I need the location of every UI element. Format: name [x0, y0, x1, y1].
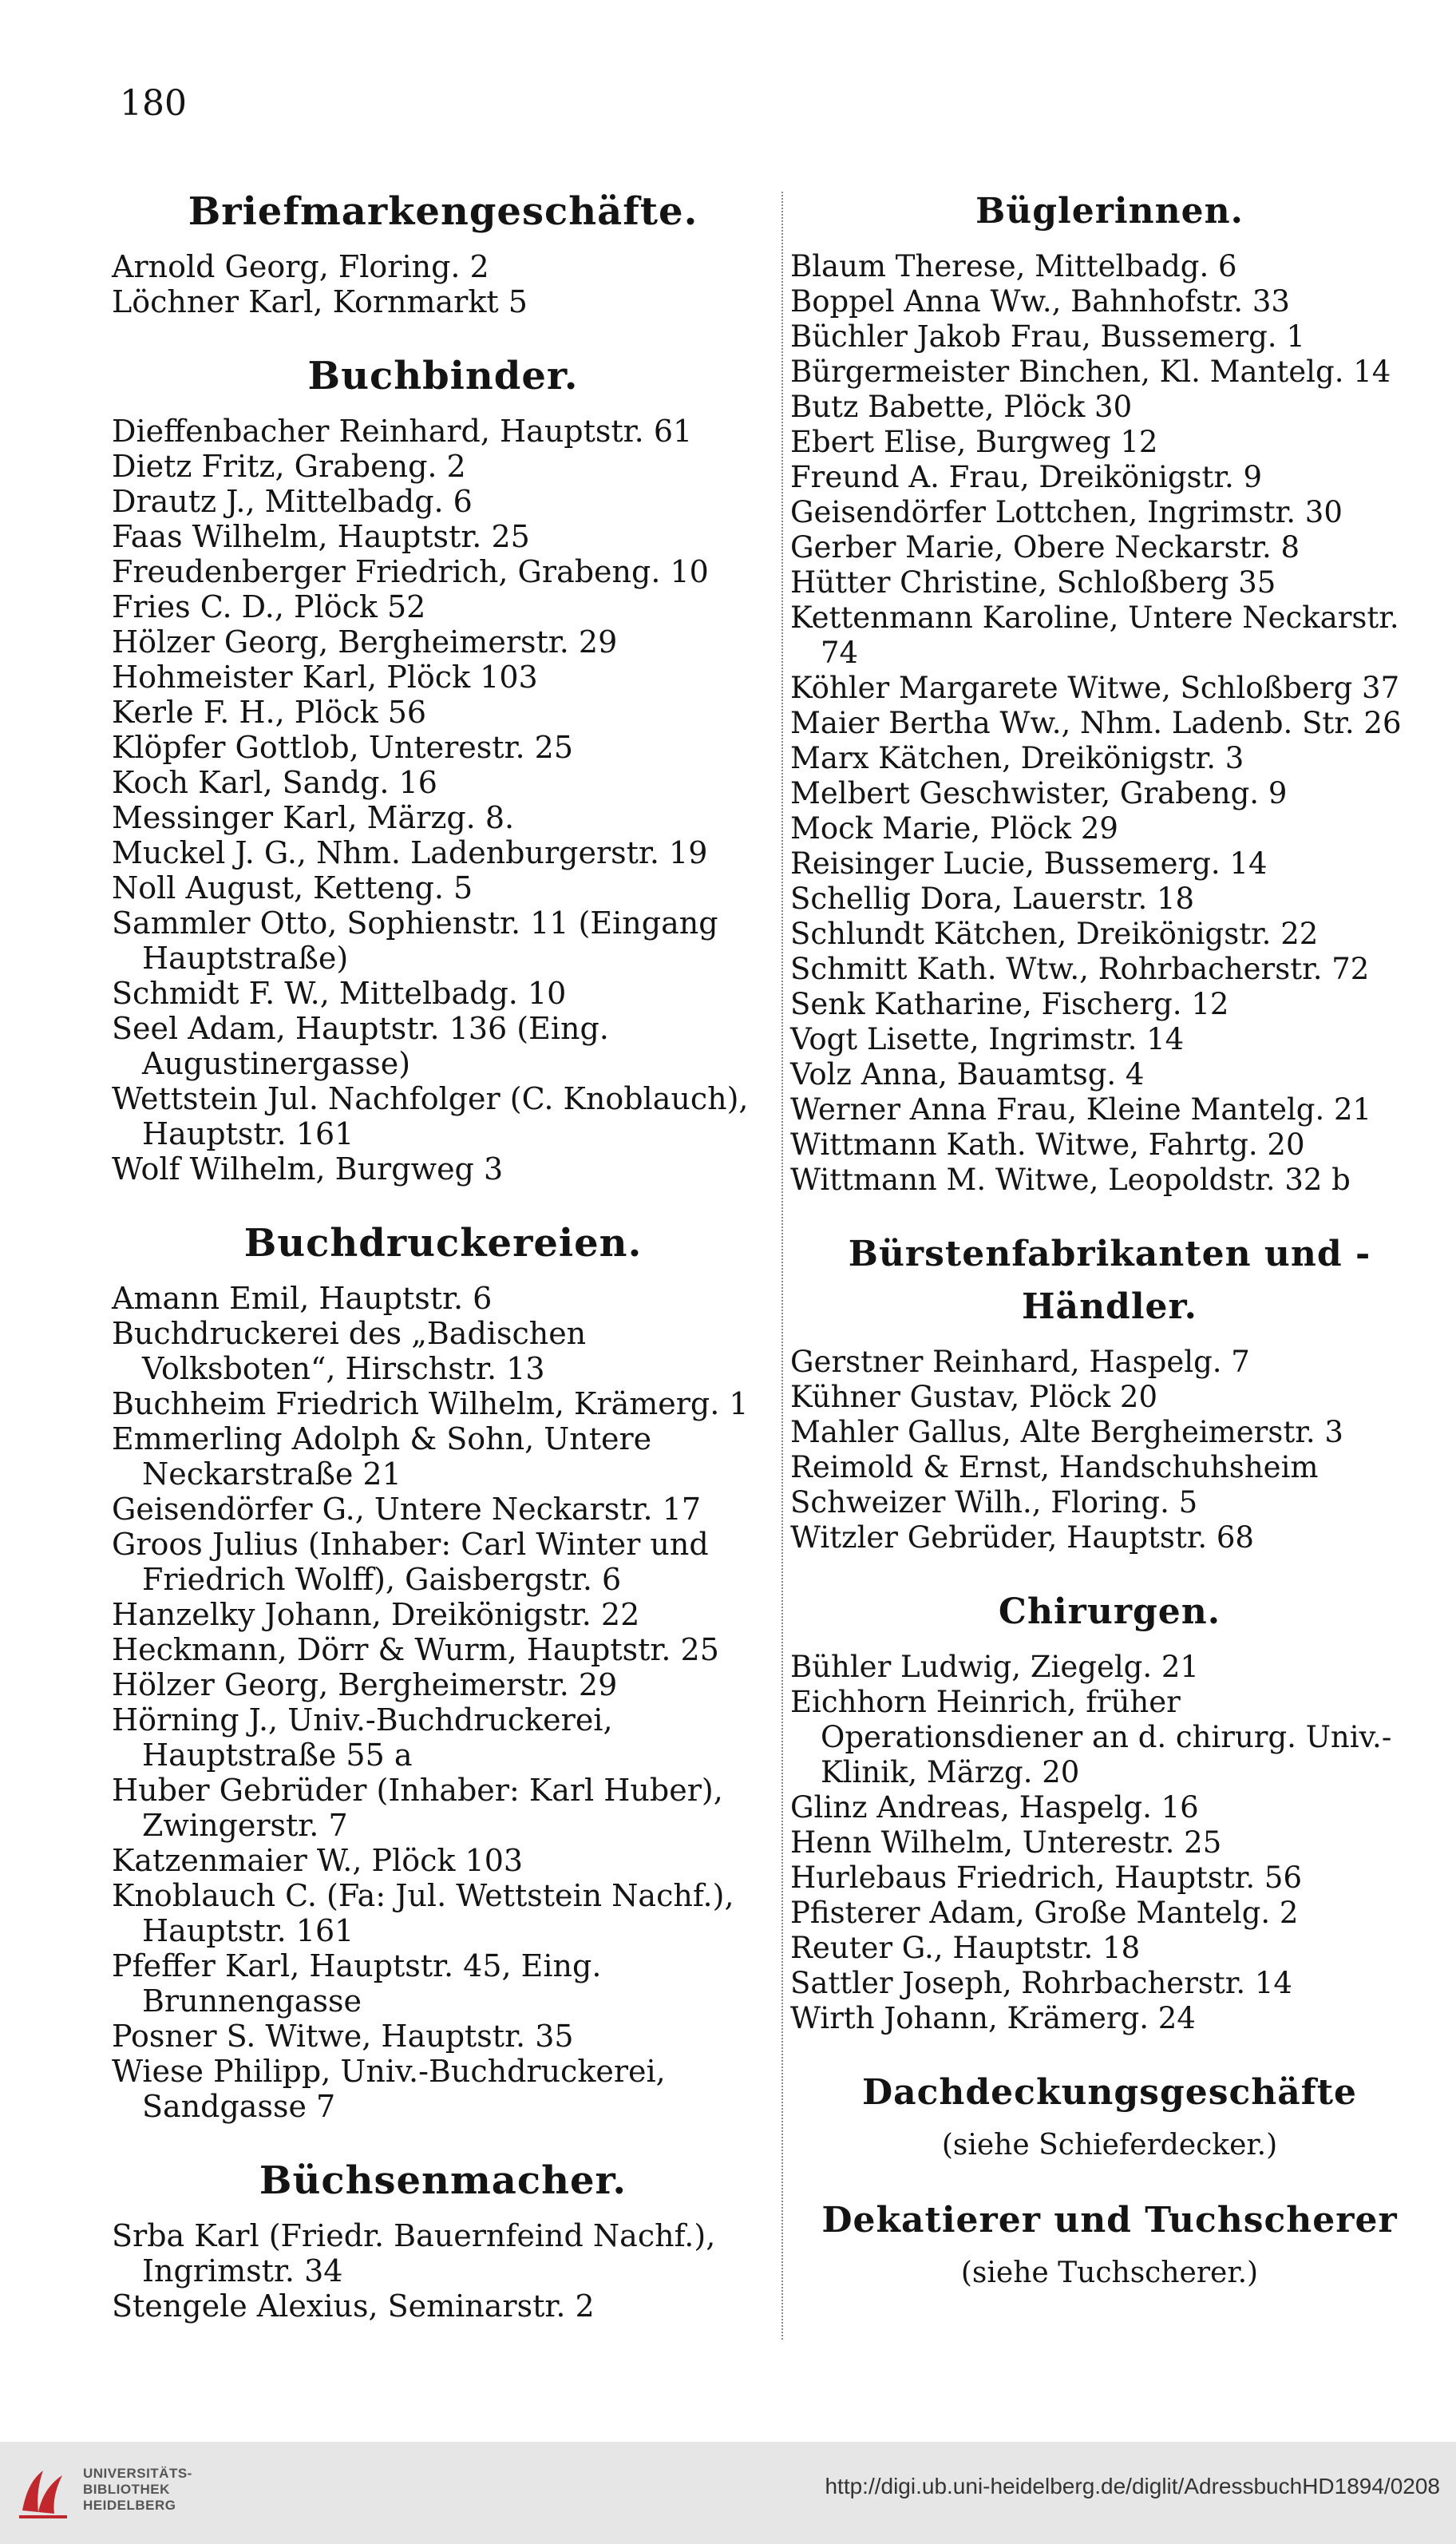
directory-entry: Emmerling Adolph & Sohn, Untere Neckarstraße 21: [112, 1421, 652, 1492]
directory-entry: Freudenberger Friedrich, Grabeng. 10: [112, 554, 709, 589]
section-buchbinder: [112, 350, 774, 1187]
entry-list: [790, 1650, 1429, 2036]
directory-entry: Glinz Andreas, Haspelg. 16: [790, 1790, 1199, 1825]
section-briefmarkengeschaefte: [112, 185, 774, 319]
directory-entry: Boppel Anna Ww., Bahnhofstr. 33: [790, 284, 1290, 319]
directory-entry: Freund A. Frau, Dreikönigstr. 9: [790, 460, 1263, 494]
directory-entry: Noll August, Ketteng. 5: [112, 870, 473, 905]
directory-entry: Bühler Ludwig, Ziegelg. 21: [790, 1650, 1199, 1684]
directory-entry: Gerber Marie, Obere Neckarstr. 8: [790, 530, 1300, 565]
directory-entry: Hörning J., Univ.-Buchdruckerei, Hauptstraße 55 a: [112, 1702, 613, 1773]
directory-entry: Wettstein Jul. Nachfolger (C. Knoblauch), Hauptstr. 161: [112, 1081, 749, 1151]
directory-entry: Senk Katharine, Fischerg. 12: [790, 987, 1229, 1021]
directory-entry: Wolf Wilhelm, Burgweg 3: [112, 1151, 504, 1187]
cross-reference-note: (siehe Tuchscherer.): [960, 2257, 1259, 2289]
directory-entry: Hölzer Georg, Bergheimerstr. 29: [112, 1667, 618, 1702]
section-heading: Büchsenmacher.: [259, 2158, 627, 2203]
directory-entry: Huber Gebrüder (Inhaber: Karl Huber), Zwingerstr. 7: [112, 1773, 723, 1843]
directory-entry: Seel Adam, Hauptstr. 136 (Eing. Augustinergasse): [112, 1011, 609, 1081]
directory-entry: Hütter Christine, Schloßberg 35: [790, 565, 1276, 600]
directory-entry: Srba Karl (Friedr. Bauernfeind Nachf.), Ingrimstr. 34: [112, 2218, 716, 2288]
directory-entry: Fries C. D., Plöck 52: [112, 589, 426, 624]
directory-entry: Kerle F. H., Plöck 56: [112, 695, 427, 730]
library-name: [83, 2466, 192, 2514]
directory-entry: Pfisterer Adam, Große Mantelg. 2: [790, 1896, 1299, 1930]
university-library-logo-icon: [14, 2463, 73, 2522]
section-heading: Dachdeckungsgeschäfte: [861, 2072, 1358, 2113]
directory-entry: Kettenmann Karoline, Untere Neckarstr. 74: [790, 600, 1399, 670]
page-number: 180: [120, 83, 187, 124]
library-name-line: UNIVERSITÄTS-: [83, 2466, 192, 2481]
directory-entry: Schmidt F. W., Mittelbadg. 10: [112, 976, 567, 1011]
footer-bar: [0, 2442, 1456, 2544]
section-heading: Briefmarkengeschäfte.: [188, 189, 698, 234]
directory-entry: Schmitt Kath. Wtw., Rohrbacherstr. 72: [790, 952, 1370, 986]
directory-entry: Butz Babette, Plöck 30: [790, 390, 1133, 424]
directory-entry: Reimold & Ernst, Handschuhsheim: [790, 1450, 1319, 1484]
directory-entry: Faas Wilhelm, Hauptstr. 25: [112, 519, 530, 554]
directory-entry: Dieffenbacher Reinhard, Hauptstr. 61: [112, 414, 693, 449]
directory-entry: Blaum Therese, Mittelbadg. 6: [790, 249, 1237, 283]
directory-entry: Amann Emil, Hauptstr. 6: [112, 1281, 493, 1316]
directory-entry: Groos Julius (Inhaber: Carl Winter und Friedrich Wolff), Gaisbergstr. 6: [112, 1527, 709, 1597]
directory-entry: Witzler Gebrüder, Hauptstr. 68: [790, 1520, 1254, 1555]
directory-entry: Sattler Joseph, Rohrbacherstr. 14: [790, 1966, 1292, 2000]
directory-entry: Hölzer Georg, Bergheimerstr. 29: [112, 624, 618, 660]
cross-reference-note: (siehe Schieferdecker.): [941, 2129, 1278, 2162]
entry-list: [112, 249, 774, 319]
directory-entry: Hurlebaus Friedrich, Hauptstr. 56: [790, 1860, 1302, 1895]
directory-entry: Büchler Jakob Frau, Bussemerg. 1: [790, 319, 1305, 354]
column-divider: [781, 192, 783, 2340]
entry-list: [112, 2218, 774, 2324]
directory-entry: Geisendörfer G., Untere Neckarstr. 17: [112, 1492, 701, 1527]
directory-entry: Posner S. Witwe, Hauptstr. 35: [112, 2019, 574, 2054]
directory-entry: Wittmann Kath. Witwe, Fahrtg. 20: [790, 1127, 1305, 1162]
directory-entry: Wittmann M. Witwe, Leopoldstr. 32 b: [790, 1163, 1351, 1197]
library-name-line: HEIDELBERG: [83, 2498, 176, 2513]
directory-entry: Melbert Geschwister, Grabeng. 9: [790, 776, 1288, 810]
directory-entry: Henn Wilhelm, Unterestr. 25: [790, 1825, 1222, 1860]
directory-entry: Pfeffer Karl, Hauptstr. 45, Eing. Brunnengasse: [112, 1948, 602, 2019]
directory-entry: Muckel J. G., Nhm. Ladenburgerstr. 19: [112, 835, 708, 870]
directory-entry: Köhler Margarete Witwe, Schloßberg 37: [790, 671, 1400, 705]
directory-entry: Eichhorn Heinrich, früher Operationsdiener an d. chirurg. Univ.-Klinik, Märzg. 20: [790, 1685, 1392, 1789]
directory-entry: Kühner Gustav, Plöck 20: [790, 1380, 1157, 1414]
directory-entry: Knoblauch C. (Fa: Jul. Wettstein Nachf.), Hauptstr. 161: [112, 1878, 734, 1948]
directory-entry: Mahler Gallus, Alte Bergheimerstr. 3: [790, 1415, 1343, 1449]
directory-entry: Hanzelky Johann, Dreikönigstr. 22: [112, 1597, 640, 1632]
directory-entry: Vogt Lisette, Ingrimstr. 14: [790, 1022, 1185, 1056]
right-column: [790, 185, 1429, 2322]
directory-entry: Buchdruckerei des „Badischen Volksboten“, Hirschstr. 13: [112, 1316, 587, 1386]
section-bueglerinnen: [790, 185, 1429, 1198]
directory-entry: Volz Anna, Bauamtsg. 4: [790, 1057, 1145, 1092]
section-chirurgen: [790, 1586, 1429, 2036]
directory-entry: Arnold Georg, Floring. 2: [112, 249, 489, 284]
directory-entry: Maier Bertha Ww., Nhm. Ladenb. Str. 26: [790, 706, 1402, 740]
entry-list: [112, 1281, 774, 2124]
section-dekatierer: [790, 2194, 1429, 2292]
source-url[interactable]: http://digi.ub.uni-heidelberg.de/diglit/AdressbuchHD1894/0208: [825, 2474, 1440, 2498]
directory-entry: Klöpfer Gottlob, Unterestr. 25: [112, 730, 574, 765]
directory-entry: Mock Marie, Plöck 29: [790, 811, 1118, 846]
section-heading: Buchbinder.: [307, 354, 579, 398]
directory-entry: Hohmeister Karl, Plöck 103: [112, 660, 538, 695]
directory-entry: Dietz Fritz, Grabeng. 2: [112, 449, 466, 484]
section-dachdeckungsgeschaefte: [790, 2067, 1429, 2164]
directory-entry: Werner Anna Frau, Kleine Mantelg. 21: [790, 1092, 1372, 1127]
directory-entry: Gerstner Reinhard, Haspelg. 7: [790, 1345, 1250, 1379]
library-name-line: BIBLIOTHEK: [83, 2482, 170, 2497]
directory-entry: Reisinger Lucie, Bussemerg. 14: [790, 846, 1268, 881]
directory-entry: Buchheim Friedrich Wilhelm, Krämerg. 1: [112, 1386, 749, 1421]
left-column: [112, 185, 774, 2354]
directory-entry: Löchner Karl, Kornmarkt 5: [112, 284, 528, 319]
directory-entry: Wiese Philipp, Univ.-Buchdruckerei, Sandgasse 7: [112, 2054, 666, 2124]
directory-entry: Sammler Otto, Sophienstr. 11 (Eingang Hauptstraße): [112, 905, 718, 976]
section-heading: Bürstenfabrikanten und -Händler.: [848, 1234, 1371, 1327]
entry-list: [112, 414, 774, 1187]
section-heading: Dekatierer und Tuchscherer: [821, 2200, 1398, 2241]
directory-entry: Ebert Elise, Burgweg 12: [790, 425, 1158, 459]
directory-entry: Messinger Karl, Märzg. 8.: [112, 800, 515, 835]
directory-entry: Schellig Dora, Lauerstr. 18: [790, 882, 1195, 916]
entry-list: [790, 249, 1429, 1198]
section-heading: Buchdruckereien.: [243, 1221, 643, 1266]
directory-entry: Marx Kätchen, Dreikönigstr. 3: [790, 741, 1244, 775]
section-buchdruckereien: [112, 1217, 774, 2124]
section-buerstenfabrikanten: [790, 1228, 1429, 1555]
section-heading: Chirurgen.: [998, 1591, 1221, 1632]
directory-entry: Katzenmaier W., Plöck 103: [112, 1843, 524, 1878]
section-heading: Büglerinnen.: [975, 191, 1244, 232]
directory-entry: Wirth Johann, Krämerg. 24: [790, 2001, 1196, 2035]
directory-entry: Stengele Alexius, Seminarstr. 2: [112, 2288, 595, 2324]
directory-entry: Bürgermeister Binchen, Kl. Mantelg. 14: [790, 355, 1391, 389]
directory-entry: Reuter G., Hauptstr. 18: [790, 1931, 1141, 1965]
directory-entry: Schlundt Kätchen, Dreikönigstr. 22: [790, 917, 1319, 951]
directory-entry: Heckmann, Dörr & Wurm, Hauptstr. 25: [112, 1632, 719, 1667]
entry-list: [790, 1345, 1429, 1555]
directory-entry: Drautz J., Mittelbadg. 6: [112, 484, 473, 519]
directory-entry: Geisendörfer Lottchen, Ingrimstr. 30: [790, 495, 1343, 529]
section-buechsenmacher: [112, 2154, 774, 2324]
directory-entry: Schweizer Wilh., Floring. 5: [790, 1485, 1198, 1520]
directory-entry: Koch Karl, Sandg. 16: [112, 765, 437, 800]
